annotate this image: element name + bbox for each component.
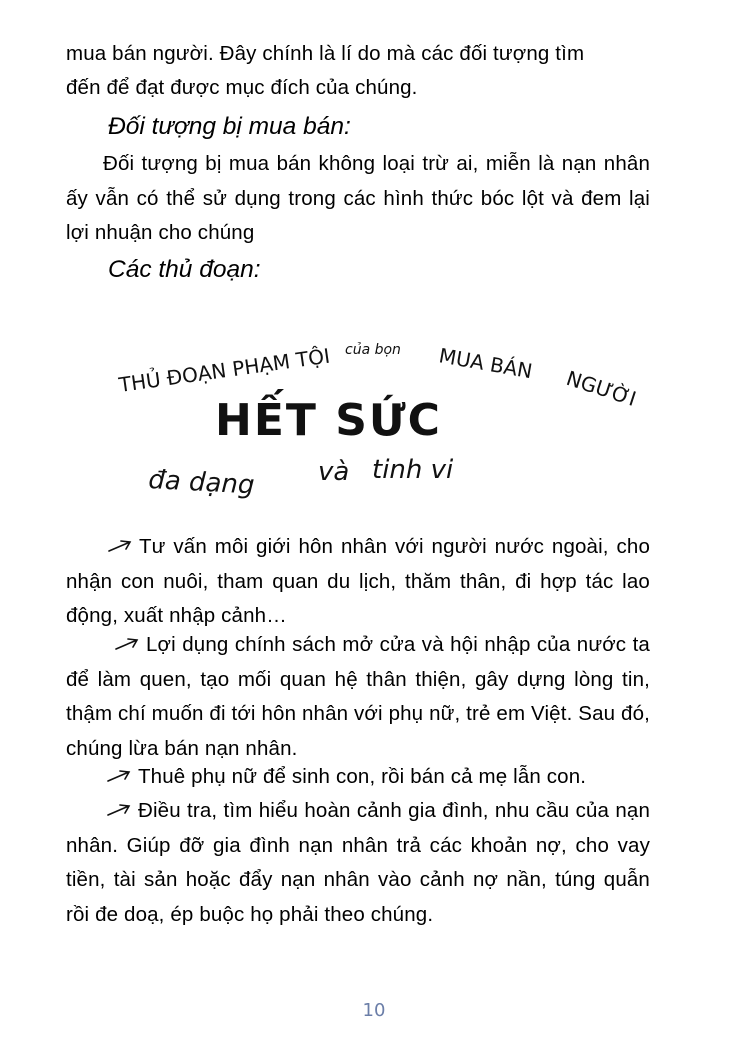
arrow-bullet-icon bbox=[107, 539, 133, 553]
page-number: 10 bbox=[362, 1000, 386, 1021]
paragraph-intro-line2: đến để đạt được mục đích của chúng. bbox=[66, 76, 418, 99]
bullet-text-1: Tư vấn môi giới hôn nhân với người nước ngoài, cho nhận con nuôi, tham quan du lịch, thăm thân, đi hợp tác lao động, xuất nhập cảnh… bbox=[66, 535, 650, 627]
handwritten-people: NGƯỜI bbox=[563, 365, 640, 411]
bullet-item-2 bbox=[66, 628, 650, 766]
handwritten-tactics: THỦ ĐOẠN PHẠM TỘI bbox=[117, 343, 332, 397]
bullet-text-3: Thuê phụ nữ để sinh con, rồi bán cả mẹ lẫn con. bbox=[138, 765, 587, 788]
handwritten-diverse: đa dạng bbox=[147, 465, 256, 501]
handwritten-sophisticated: tinh vi bbox=[372, 455, 454, 485]
arrow-bullet-icon bbox=[106, 769, 132, 783]
paragraph-intro-line1: mua bán người. Đây chính là lí do mà các đối tượng tìm bbox=[66, 42, 585, 65]
bullet-item-4 bbox=[66, 794, 650, 932]
heading-tactics: Các thủ đoạn: bbox=[108, 256, 261, 283]
arrow-bullet-icon bbox=[106, 803, 132, 817]
bullet-text-2: Lợi dụng chính sách mở cửa và hội nhập của nước ta để làm quen, tạo mối quan hệ thân thiện, gây dựng lòng tin, thậm chí muốn đi tới hôn nhân với phụ nữ, trẻ em Việt. Sau đó, chúng lừa bán nạn nhân. bbox=[66, 633, 650, 760]
handwritten-extremely: HẾT SỨC bbox=[215, 395, 442, 446]
arrow-bullet-icon bbox=[114, 637, 140, 651]
bullet-text-4: Điều tra, tìm hiểu hoàn cảnh gia đình, nhu cầu của nạn nhân. Giúp đỡ gia đình nạn nhân trả các khoản nợ, cho vay tiền, tài sản hoặc đẩy nạn nhân vào cảnh nợ nần, túng quẫn rồi đe doạ, ép buộc họ phải theo chúng. bbox=[66, 799, 650, 926]
handwritten-trafficking: MUA BÁN bbox=[437, 343, 535, 384]
handwritten-banner bbox=[0, 320, 748, 510]
handwritten-cua-bon: của bọn bbox=[345, 342, 401, 358]
handwritten-and: và bbox=[318, 457, 350, 487]
bullet-item-3 bbox=[66, 760, 650, 795]
bullet-item-1 bbox=[66, 530, 650, 634]
paragraph-victims: Đối tượng bị mua bán không loại trừ ai, miễn là nạn nhân ấy vẫn có thể sử dụng trong các hình thức bóc lột và đem lại lợi nhuận cho chúng bbox=[66, 152, 650, 244]
heading-victims: Đối tượng bị mua bán: bbox=[108, 113, 351, 140]
